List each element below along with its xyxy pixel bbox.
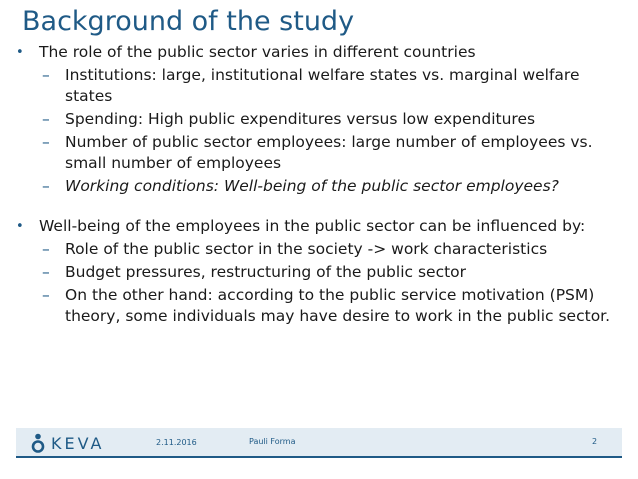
sub-bullet-marker: – <box>42 177 50 195</box>
sub-bullet-item <box>16 176 628 197</box>
sub-bullet-item <box>16 285 628 327</box>
slide-body <box>16 42 628 327</box>
footer-author: Pauli Forma <box>249 437 296 446</box>
bullet-text: The role of the public sector varies in different countries <box>39 43 476 61</box>
sub-bullet-text: Budget pressures, restructuring of the public sector <box>65 263 467 281</box>
sub-bullet-item <box>16 65 628 107</box>
sub-bullet-text: Role of the public sector in the society -> work characteristics <box>65 240 548 258</box>
sub-bullet-marker: – <box>42 133 50 151</box>
sub-bullet-marker: – <box>42 263 50 281</box>
slide-footer <box>0 428 638 458</box>
bullet-text: Well-being of the employees in the public sector can be influenced by: <box>39 217 586 235</box>
bullet-item <box>16 42 628 63</box>
keva-logo-icon <box>30 433 46 453</box>
sub-bullet-text: Working conditions: Well-being of the public sector employees? <box>65 177 559 195</box>
page-number: 2 <box>592 437 598 446</box>
keva-logo <box>30 432 104 454</box>
bullet-marker: • <box>16 219 24 234</box>
slide-title: Background of the study <box>22 6 355 37</box>
sub-bullet-marker: – <box>42 240 50 258</box>
sub-bullet-item <box>16 239 628 260</box>
footer-bar <box>16 428 622 458</box>
sub-bullet-text: Number of public sector employees: large number of employees vs. small number of employees <box>65 133 593 172</box>
sub-bullet-marker: – <box>42 286 50 304</box>
bullet-marker: • <box>16 45 24 60</box>
sub-bullet-item <box>16 109 628 130</box>
logo-wordmark: KEVA <box>51 433 105 453</box>
sub-bullet-item <box>16 262 628 283</box>
sub-bullet-item <box>16 132 628 174</box>
sub-bullet-marker: – <box>42 110 50 128</box>
sub-bullet-marker: – <box>42 66 50 84</box>
bullet-item <box>16 216 628 237</box>
sub-bullet-text: On the other hand: according to the public service motivation (PSM) theory, some individuals may have desire to work in the public sector. <box>65 286 611 325</box>
sub-bullet-text: Institutions: large, institutional welfare states vs. marginal welfare states <box>65 66 580 105</box>
sub-bullet-text: Spending: High public expenditures versus low expenditures <box>65 110 536 128</box>
footer-date: 2.11.2016 <box>156 438 197 447</box>
